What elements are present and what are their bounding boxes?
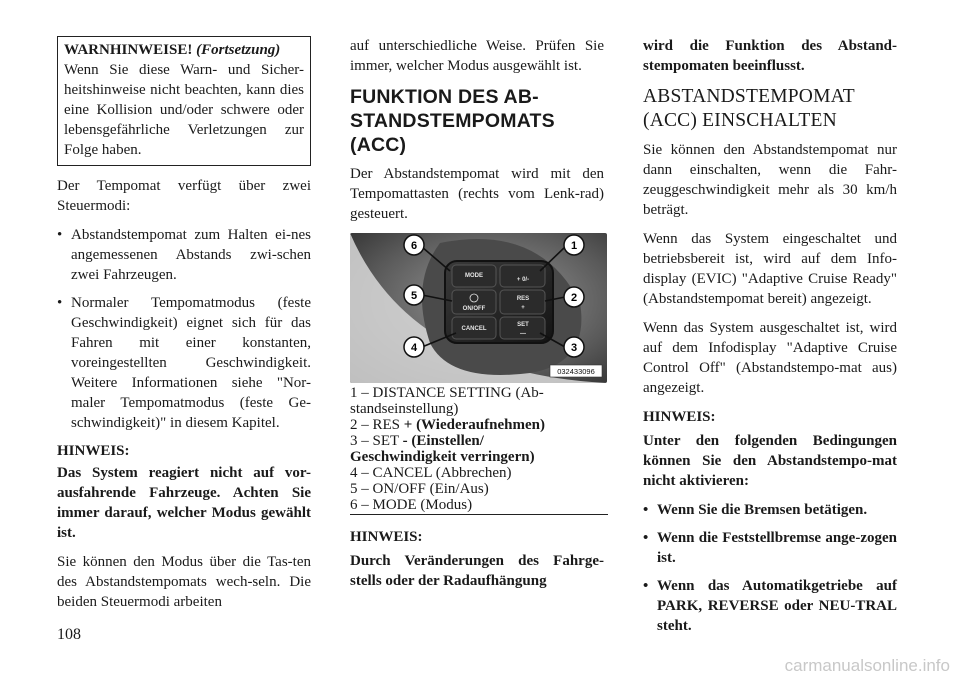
- warning-box: [57, 36, 311, 166]
- list-item: • Abstandstempomat zum Halten ei-nes angemessenen Abstands zwi-schen zwei Fahrzeugen.: [57, 225, 311, 285]
- intro-paragraph: Der Tempomat verfügt über zwei Steuermodi:: [57, 178, 311, 214]
- list-item: • Wenn die Feststellbremse ange-zogen ist.: [643, 528, 897, 568]
- list-item: • Wenn Sie die Bremsen betätigen.: [643, 500, 897, 520]
- callout-6: 6: [410, 240, 418, 252]
- paragraph: Der Abstandstempomat wird mit den Tempomattasten (rechts vom Lenk-rad) gesteuert.: [350, 166, 604, 222]
- warning-title: WARNHINWEISE!: [64, 42, 193, 58]
- distance-button-label: + 0/-: [516, 277, 530, 283]
- note-label: HINWEIS:: [350, 529, 423, 545]
- legend-item: Geschwindigkeit verringern): [350, 449, 535, 465]
- legend-item: 3 – SET - (Einstellen/: [350, 433, 484, 449]
- note-text: Das System reagiert nicht auf vor-ausfahrende Fahrzeuge. Achten Sie immer darauf, welcher Modus gewählt ist.: [57, 465, 311, 541]
- legend-item: 5 – ON/OFF (Ein/Aus): [350, 481, 489, 497]
- callout-1: 1: [570, 240, 578, 252]
- steering-wheel-controls-figure: [350, 233, 607, 383]
- note-label: HINWEIS:: [57, 443, 130, 459]
- paragraph: Wenn das System ausgeschaltet ist, wird auf dem Infodisplay "Adaptive Cruise Control Off" (Abstandstempo-mat aus) angezeigt.: [643, 320, 897, 396]
- res-plus-label: +: [521, 305, 525, 311]
- legend-item: standseinstellung): [350, 401, 459, 417]
- callout-5: 5: [410, 290, 418, 302]
- callout-2: 2: [570, 292, 578, 304]
- page-number: 108: [57, 626, 81, 643]
- legend-item: 4 – CANCEL (Abbrechen): [350, 465, 512, 481]
- callout-4: 4: [410, 342, 418, 354]
- paragraph: Sie können den Modus über die Tas-ten des Abstandstempomats wech-seln. Die beiden Steuermodi arbeiten: [57, 554, 311, 610]
- set-minus-label: —: [520, 331, 526, 337]
- paragraph: Wenn das System eingeschaltet und betriebsbereit ist, wird auf dem Info-display (EVIC) "Adaptive Cruise Ready" (Abstandstempomat bereit) angezeigt.: [643, 231, 897, 307]
- legend-item: 2 – RES + (Wiederaufnehmen): [350, 417, 545, 433]
- condition-list: [643, 500, 897, 636]
- column-middle: [350, 36, 604, 600]
- note-continued: wird die Funktion des Abstand-stempomaten beeinflusst.: [643, 38, 897, 74]
- warning-text: Wenn Sie diese Warn- und Sicher-heitshinweise nicht beachten, kann dies eine Kollision und/oder schwere oder lebensgefährliche Verletzungen zur Folge haben.: [64, 62, 304, 158]
- figure-image-id: 032433096: [557, 367, 595, 376]
- note-label: HINWEIS:: [643, 409, 716, 425]
- mode-button-label: MODE: [465, 273, 483, 279]
- column-right: [643, 36, 897, 644]
- section-heading: ABSTANDSTEMPOMAT (ACC) EINSCHALTEN: [643, 86, 855, 131]
- paragraph: auf unterschiedliche Weise. Prüfen Sie immer, welcher Modus ausgewählt ist.: [350, 38, 604, 74]
- callout-3: 3: [570, 342, 578, 354]
- onoff-button-label: ON/OFF: [462, 306, 486, 312]
- paragraph: Sie können den Abstandstempomat nur dann einschalten, wenn die Fahr-zeuggeschwindigkeit mehr als 30 km/h beträgt.: [643, 142, 897, 218]
- controls-illustration: [350, 233, 607, 383]
- res-button-label: RES: [516, 296, 530, 302]
- section-heading: FUNKTION DES AB-STANDSTEMPOMATS (ACC): [350, 86, 555, 156]
- note-text: Unter den folgenden Bedingungen können Sie den Abstandstempo-mat nicht aktivieren:: [643, 433, 897, 489]
- note-text: Durch Veränderungen des Fahrge-stells oder der Radaufhängung: [350, 553, 604, 589]
- watermark: carmanualsonline.info: [784, 656, 950, 675]
- legend-item: 6 – MODE (Modus): [350, 497, 473, 513]
- warning-continued: (Fortsetzung): [196, 42, 281, 58]
- column-left: [57, 36, 311, 621]
- list-item: • Wenn das Automatikgetriebe auf PARK, REVERSE oder NEU-TRAL steht.: [643, 576, 897, 636]
- list-item: • Normaler Tempomatmodus (feste Geschwindigkeit) eignet sich für das Fahren mit einer konstanten, voreingestellten Geschwindigkeit. Weitere Informationen siehe "Nor-maler Tempomatmodus (feste Ge-schwindigkeit)" in diesem Kapitel.: [57, 293, 311, 433]
- set-button-label: SET: [517, 322, 529, 328]
- cancel-button-label: CANCEL: [461, 326, 487, 332]
- mode-list: [57, 225, 311, 433]
- figure-legend: [350, 385, 608, 515]
- warning-heading: [64, 40, 304, 60]
- legend-item: 1 – DISTANCE SETTING (Ab-: [350, 385, 544, 401]
